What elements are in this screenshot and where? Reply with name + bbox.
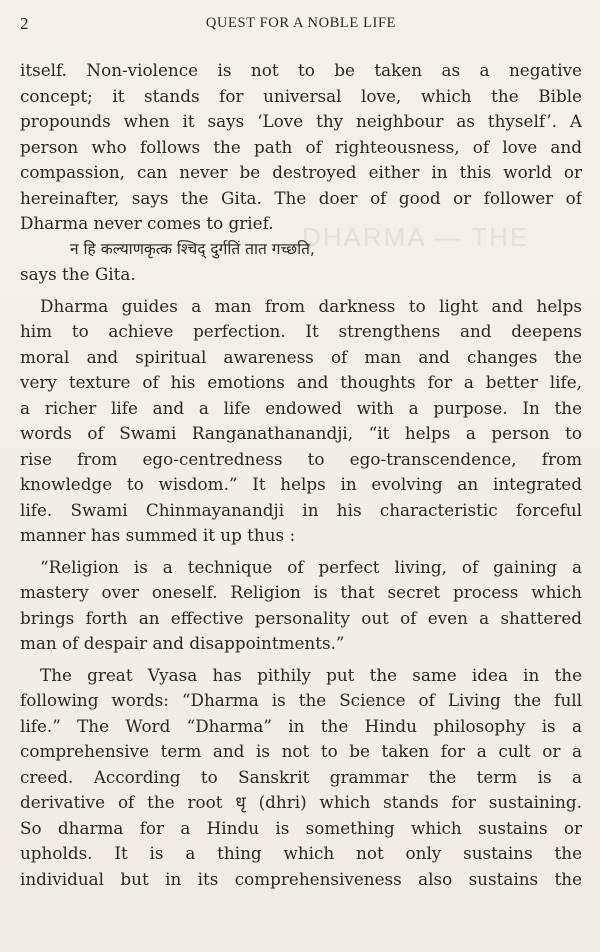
text-line: him to achieve perfection. It strengthens and deepens (20, 321, 582, 341)
bleed-through-text: DHARMA — THE (302, 222, 530, 252)
page-header (20, 14, 582, 38)
text-line: person who follows the path of righteousness, of love and (20, 136, 582, 157)
text-line: compassion, can never be destroyed either in this world or (20, 162, 582, 182)
text-line: very texture of his emotions and thoughts for a better life, (20, 372, 582, 392)
page-number: 2 (20, 14, 29, 33)
text-line: rise from ego-centredness to ego-transcendence, from (20, 448, 582, 469)
text-line: concept; it stands for universal love, which the Bible (20, 85, 582, 106)
text-line: derivative of the root धृ (dhri) which stands for sustaining. (20, 792, 582, 812)
text-line: Dharma guides a man from darkness to light and helps (40, 295, 582, 316)
quote-line: “Religion is a technique of perfect living, of gaining a (40, 556, 582, 577)
running-head: QUEST FOR A NOBLE LIFE (205, 15, 397, 31)
text-line: life. Swami Chinmayanandji in his characteristic forceful (20, 499, 582, 520)
text-line: says the Gita. (20, 264, 136, 284)
text-line: creed. According to Sanskrit grammar the term is a (20, 766, 582, 787)
text-line: following words: “Dharma is the Science of Living the full (20, 690, 582, 710)
quote-line: brings forth an effective personality out of even a shattered (20, 607, 582, 628)
sanskrit-verse: न हि कल्याणकृत्क श्चिद् दुर्गतिं तात गच्छति, (70, 239, 315, 258)
body-text (20, 58, 582, 892)
text-line: hereinafter, says the Gita. The doer of good or follower of (20, 187, 582, 208)
text-line: So dharma for a Hindu is something which sustains or (20, 817, 582, 838)
text-line: manner has summed it up thus : (20, 525, 296, 545)
text-line: The great Vyasa has pithily put the same idea in the (40, 664, 582, 685)
text-line: comprehensive term and is not to be taken for a cult or a (20, 741, 582, 761)
text-line: a richer life and a life endowed with a purpose. In the (20, 397, 582, 418)
text-line: propounds when it says ‘Love thy neighbour as thyself’. A (20, 111, 582, 131)
text-line: Dharma never comes to grief. (20, 213, 274, 233)
text-line: life.” The Word “Dharma” in the Hindu philosophy is a (20, 715, 582, 736)
text-line: upholds. It is a thing which not only sustains the (20, 843, 582, 863)
quote-line: man of despair and disappointments.” (20, 633, 345, 653)
text-line: individual but in its comprehensiveness also sustains the (20, 868, 582, 889)
quote-line: mastery over oneself. Religion is that secret process which (20, 582, 582, 602)
text-line: itself. Non-violence is not to be taken as a negative (20, 60, 582, 80)
text-line: moral and spiritual awareness of man and changes the (20, 346, 582, 367)
text-line: knowledge to wisdom.” It helps in evolving an integrated (20, 474, 582, 494)
text-line: words of Swami Ranganathanandji, “it helps a person to (20, 423, 582, 443)
